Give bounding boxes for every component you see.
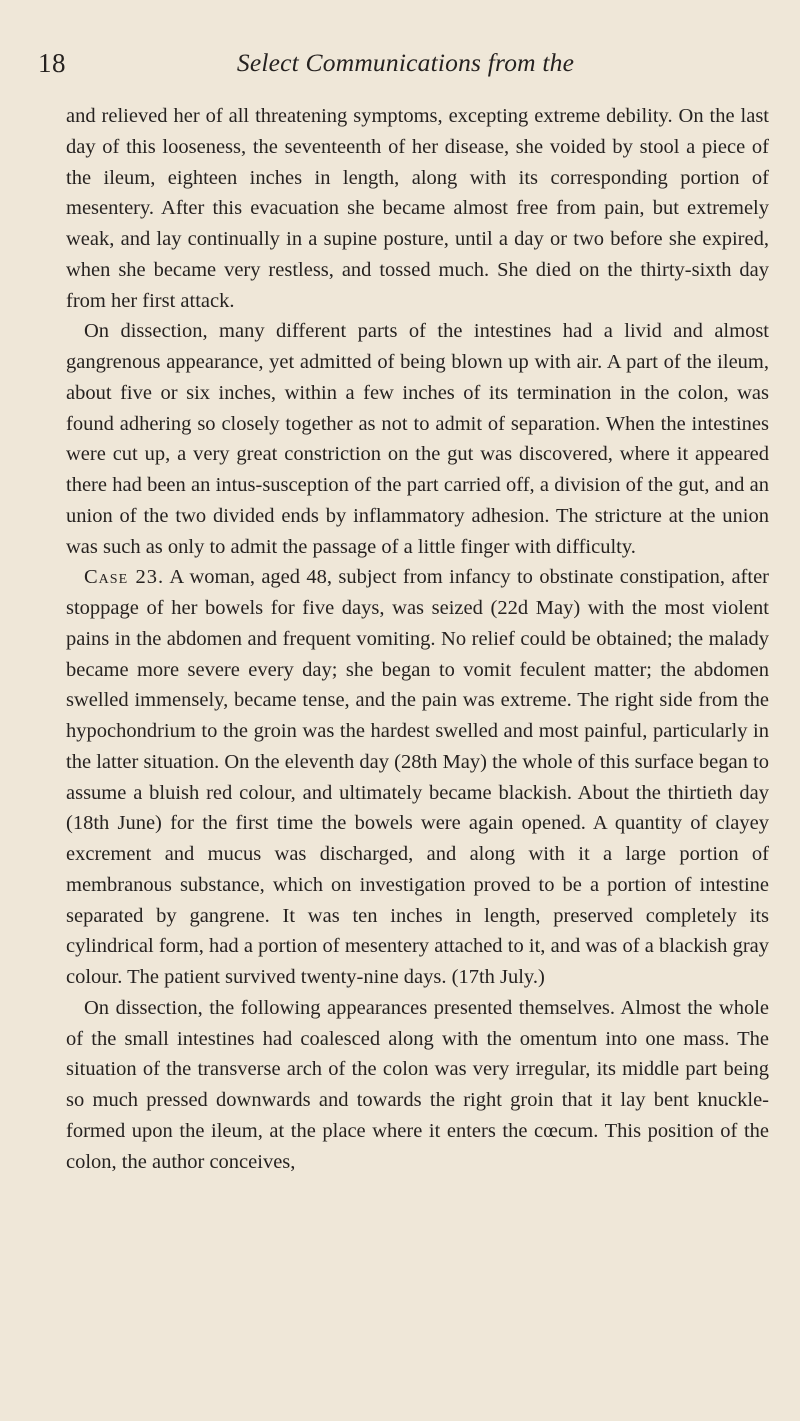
paragraph-dissection-2: On dissection, the following appearances presented themselves. Almost the whole of the small intestines had coalesced along with the omentum into one mass. The situation of the transverse arch of the colon was very irregular, its middle part being so much pressed downwards and towards the right groin that it lay bent knuckle-formed upon the ileum, at the place where it enters the cœcum. This position of the colon, the author conceives, xyxy=(66,996,769,1173)
running-head: Select Communications from the xyxy=(236,48,575,77)
paragraph-dissection-1: On dissection, many different parts of the intestines had a livid and almost gangrenous appearance, yet admitted of being blown up with air. A part of the ileum, about five or six inches, within a few inches of its termination in the colon, was found adhering so closely together as not to admit of separation. When the intestines were cut up, a very great constriction on the gut was discovered, where it appeared there had been an intus-susception of the part carried off, a division of the gut, and an union of the two divided ends by inflammatory adhesion. The stricture at the union was such as only to admit the passage of a little finger with difficulty. xyxy=(66,320,769,558)
page-header xyxy=(38,48,773,82)
page-body xyxy=(66,101,769,1177)
case-label: Case 23. xyxy=(84,566,165,589)
paragraph-continuation: and relieved her of all threatening symptoms, excepting extreme debility. On the last day of this looseness, the seventeenth of her disease, she voided by stool a piece of the ileum, eighteen inches in length, along with its corresponding portion of mesentery. After this evacuation she became almost free from pain, but extremely weak, and lay continually in a supine posture, until a day or two before she expired, when she became very restless, and tossed much. She died on the thirty-sixth day from her first attack. xyxy=(66,105,769,312)
paragraph-case-23 xyxy=(66,562,769,993)
page-number: 18 xyxy=(38,48,66,78)
case-23-text: A woman, aged 48, subject from infancy to obstinate constipation, after stoppage of her bowels for five days, was seized (22d May) with the most violent pains in the abdomen and frequent vomiting. No relief could be obtained; the malady became more severe every day; she began to vomit feculent matter; the abdomen swelled immensely, became tense, and the pain was extreme. The right side from the hypochondrium to the groin was the hardest swelled and most painful, particularly in the latter situation. On the eleventh day (28th May) the whole of this surface began to assume a bluish red colour, and ultimately became blackish. About the thirtieth day (18th June) for the first time the bowels were again opened. A quantity of clayey excrement and mucus was discharged, and along with it a large portion of membranous substance, which on investigation proved to be a portion of intestine separated by gangrene. It was ten inches in length, preserved completely its cylindrical form, had a portion of mesentery attached to it, and was of a blackish gray colour. The patient survived twenty-nine days. (17th July.) xyxy=(66,566,769,988)
